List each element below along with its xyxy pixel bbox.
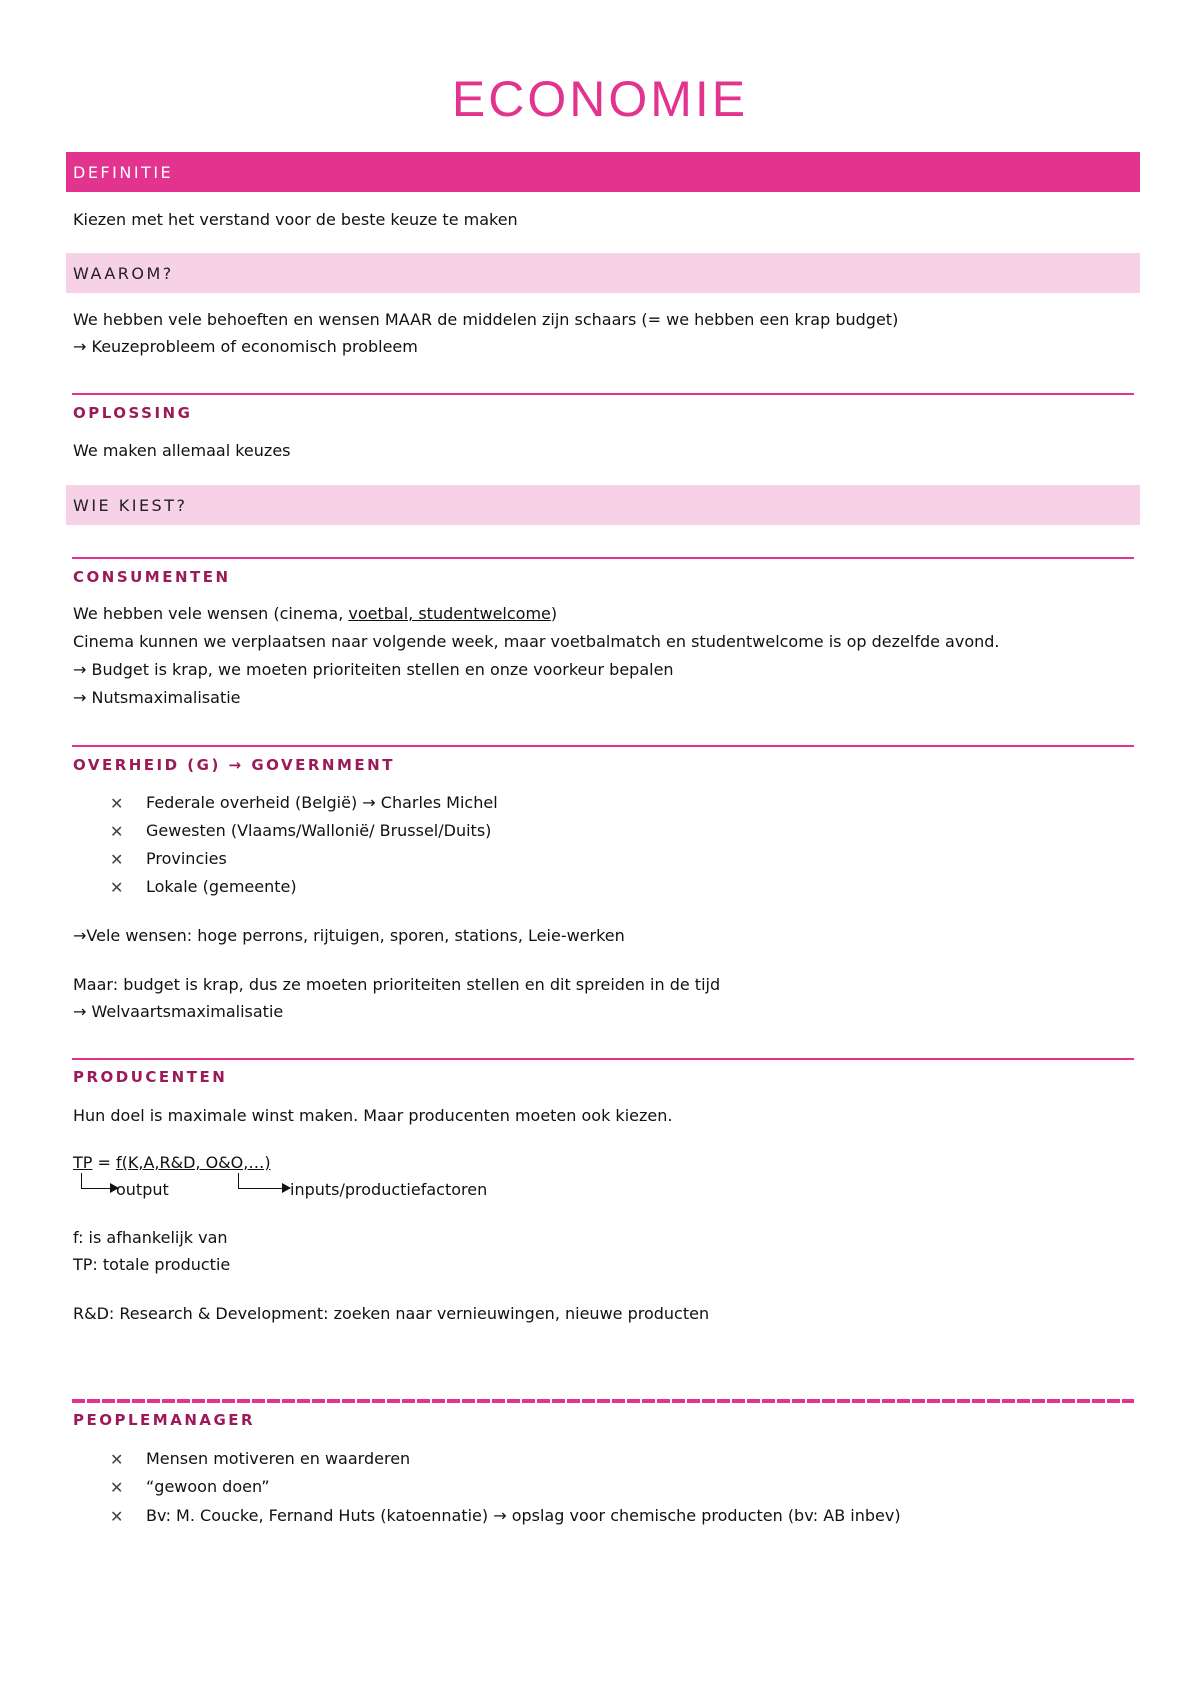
label-inputs: inputs/productiefactoren: [290, 1180, 488, 1199]
bullet-x-icon: ✕: [110, 794, 124, 813]
formula-tp: TP: [73, 1153, 93, 1172]
arrow-icon: →: [73, 926, 87, 945]
arrow-icon: →: [73, 688, 87, 707]
consumenten-line-4: → Nutsmaximalisatie: [73, 688, 241, 707]
consumenten-line-3: → Budget is krap, we moeten prioriteiten stellen en onze voorkeur bepalen: [73, 660, 674, 679]
definition-rd: R&D: Research & Development: zoeken naar vernieuwingen, nieuwe producten: [73, 1304, 710, 1323]
definitie-text: Kiezen met het verstand voor de beste keuze te maken: [73, 210, 518, 229]
arrow-icon: →: [73, 337, 87, 356]
bullet-x-icon: ✕: [110, 878, 124, 897]
overheid-welvaart: → Welvaartsmaximalisatie: [73, 1002, 284, 1021]
bullet-x-icon: ✕: [110, 850, 124, 869]
overheid-item: Gewesten (Vlaams/Wallonië/ Brussel/Duits): [146, 821, 492, 840]
overheid-maar: Maar: budget is krap, dus ze moeten prioriteiten stellen en dit spreiden in de tijd: [73, 975, 721, 994]
section-band-wie-kiest: [66, 485, 1140, 525]
section-heading-waarom: WAAROM?: [73, 264, 174, 283]
definition-tp: TP: totale productie: [73, 1255, 231, 1274]
section-heading-wie-kiest: WIE KIEST?: [73, 496, 188, 515]
overheid-item: Lokale (gemeente): [146, 877, 297, 896]
section-divider-dashed: [72, 1399, 1134, 1403]
production-formula: TP = f(K,A,R&D, O&O,…): [73, 1153, 271, 1172]
consumenten-line-2: Cinema kunnen we verplaatsen naar volgende week, maar voetbalmatch en studentwelcome is op dezelfde avond.: [73, 632, 1000, 651]
overheid-wensen: →Vele wensen: hoge perrons, rijtuigen, sporen, stations, Leie-werken: [73, 926, 625, 945]
peoplemanager-item: Bv: M. Coucke, Fernand Huts (katoennatie) → opslag voor chemische producten (bv: AB inbev): [146, 1506, 901, 1525]
section-heading-producenten: PRODUCENTEN: [73, 1068, 228, 1086]
overheid-item: Federale overheid (België) → Charles Michel: [146, 793, 498, 812]
arrow-icon: →: [73, 660, 87, 679]
section-divider: [72, 557, 1134, 559]
formula-connector-output: [81, 1173, 112, 1189]
peoplemanager-item: Mensen motiveren en waarderen: [146, 1449, 411, 1468]
arrow-icon: →: [73, 1002, 87, 1021]
consumenten-line-1: We hebben vele wensen (cinema, voetbal, studentwelcome): [73, 604, 558, 623]
section-heading-overheid: OVERHEID (G) → GOVERNMENT: [73, 756, 395, 774]
waarom-line-1: We hebben vele behoeften en wensen MAAR de middelen zijn schaars (= we hebben een krap budget): [73, 310, 899, 329]
formula-connector-inputs: [238, 1173, 284, 1189]
bullet-x-icon: ✕: [110, 1478, 124, 1497]
peoplemanager-item: “gewoon doen”: [146, 1477, 270, 1496]
waarom-line-2: → Keuzeprobleem of economisch probleem: [73, 337, 418, 356]
oplossing-text: We maken allemaal keuzes: [73, 441, 291, 460]
page-title: ECONOMIE: [451, 71, 749, 127]
section-band-definitie: [66, 152, 1140, 192]
label-output: output: [116, 1180, 169, 1199]
bullet-x-icon: ✕: [110, 822, 124, 841]
section-divider: [72, 1058, 1134, 1060]
section-heading-definitie: DEFINITIE: [73, 163, 174, 182]
section-divider: [72, 745, 1134, 747]
formula-function: f(K,A,R&D, O&O,…): [116, 1153, 271, 1172]
section-band-waarom: [66, 253, 1140, 293]
bullet-x-icon: ✕: [110, 1507, 124, 1526]
bullet-x-icon: ✕: [110, 1450, 124, 1469]
producenten-doel: Hun doel is maximale winst maken. Maar producenten moeten ook kiezen.: [73, 1106, 673, 1125]
section-heading-oplossing: OPLOSSING: [73, 404, 193, 422]
section-heading-peoplemanager: PEOPLEMANAGER: [73, 1411, 256, 1429]
overheid-item: Provincies: [146, 849, 227, 868]
section-heading-consumenten: CONSUMENTEN: [73, 568, 231, 586]
section-divider: [72, 393, 1134, 395]
definition-f: f: is afhankelijk van: [73, 1228, 228, 1247]
